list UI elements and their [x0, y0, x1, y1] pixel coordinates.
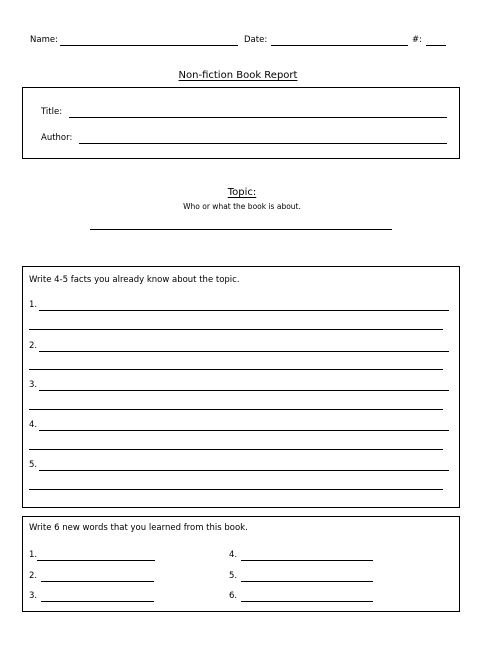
word-2-field[interactable] — [41, 581, 154, 582]
words-prompt: Write 6 new words that you learned from this book. — [29, 523, 248, 533]
page-title: Non-fiction Book Report — [178, 70, 298, 81]
word-number-5: 5. — [229, 571, 238, 581]
number-label: #: — [412, 35, 422, 45]
name-label: Name: — [30, 35, 58, 45]
fact-number-3: 3. — [29, 380, 38, 390]
fact-4-line-1[interactable] — [39, 430, 449, 431]
topic-field[interactable] — [90, 229, 392, 230]
author-field[interactable] — [79, 143, 447, 144]
word-number-2: 2. — [29, 571, 38, 581]
word-number-6: 6. — [229, 591, 238, 601]
word-number-1: 1. — [29, 550, 38, 560]
fact-number-1: 1. — [29, 300, 38, 310]
word-number-3: 3. — [29, 591, 38, 601]
fact-3-line-1[interactable] — [39, 390, 449, 391]
title-field[interactable] — [69, 117, 447, 118]
fact-1-line-1[interactable] — [39, 310, 449, 311]
fact-1-line-2[interactable] — [29, 329, 443, 330]
word-number-4: 4. — [229, 550, 238, 560]
fact-5-line-1[interactable] — [39, 470, 449, 471]
number-field[interactable] — [426, 45, 446, 46]
word-3-field[interactable] — [41, 601, 154, 602]
author-label: Author: — [41, 133, 73, 143]
fact-number-4: 4. — [29, 420, 38, 430]
word-5-field[interactable] — [241, 581, 373, 582]
word-1-field[interactable] — [37, 560, 155, 561]
fact-2-line-2[interactable] — [29, 369, 443, 370]
fact-number-5: 5. — [29, 460, 38, 470]
name-field[interactable] — [60, 45, 238, 46]
word-4-field[interactable] — [241, 560, 373, 561]
date-field[interactable] — [271, 45, 408, 46]
fact-2-line-1[interactable] — [39, 351, 449, 352]
fact-number-2: 2. — [29, 341, 38, 351]
topic-heading: Topic: — [227, 187, 257, 198]
words-box — [22, 516, 460, 612]
facts-prompt: Write 4-5 facts you already know about the topic. — [29, 275, 240, 285]
facts-box — [22, 266, 460, 508]
fact-5-line-2[interactable] — [29, 489, 443, 490]
date-label: Date: — [244, 35, 268, 45]
book-info-box — [22, 87, 460, 159]
word-6-field[interactable] — [241, 601, 373, 602]
topic-subtitle: Who or what the book is about. — [183, 202, 301, 211]
title-label: Title: — [41, 107, 63, 117]
fact-4-line-2[interactable] — [29, 449, 443, 450]
fact-3-line-2[interactable] — [29, 409, 443, 410]
